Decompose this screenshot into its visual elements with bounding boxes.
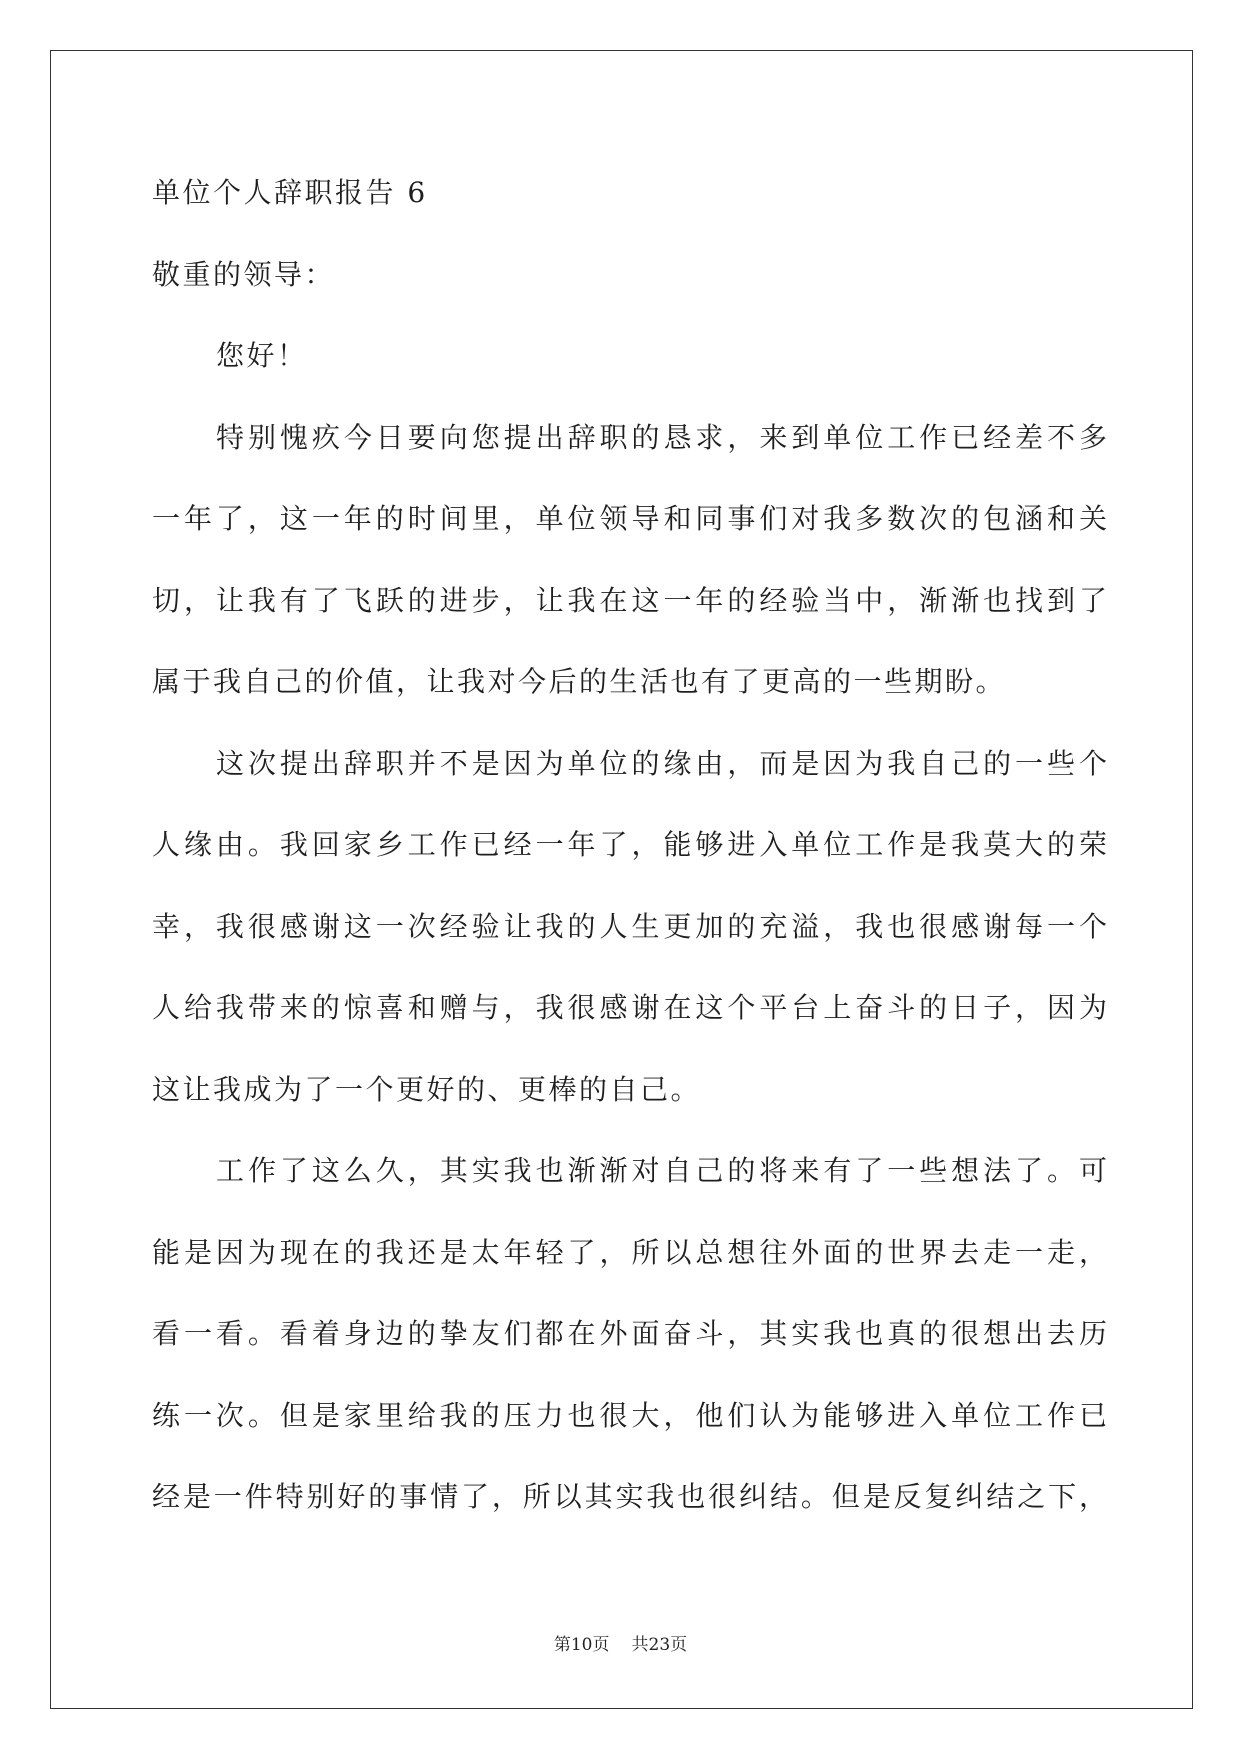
paragraph-line: 特别愧疚今日要向您提出辞职的恳求，来到单位工作已经差不多 xyxy=(216,420,1108,454)
paragraph-line: 人缘由。我回家乡工作已经一年了，能够进入单位工作是我莫大的荣 xyxy=(152,828,1108,861)
salutation: 敬重的领导： xyxy=(152,257,336,291)
paragraph-line: 这次提出辞职并不是因为单位的缘由，而是因为我自己的一些个 xyxy=(216,746,1108,780)
document-title: 单位个人辞职报告 6 xyxy=(152,176,428,209)
paragraph-line: 切，让我有了飞跃的进步，让我在这一年的经验当中，渐渐也找到了 xyxy=(152,583,1108,617)
paragraph-line: 幸，我很感谢这一次经验让我的人生更加的充溢，我也很感谢每一个 xyxy=(152,909,1108,943)
paragraph-line: 能是因为现在的我还是太年轻了，所以总想往外面的世界去走一走， xyxy=(152,1235,1108,1269)
page-total: 共23页 xyxy=(631,1635,688,1655)
page-number: 第10页 xyxy=(553,1635,610,1655)
paragraph-1 xyxy=(152,397,1108,723)
paragraph-line: 看一看。看着身边的挚友们都在外面奋斗，其实我也真的很想出去历 xyxy=(152,1317,1108,1350)
paragraph-line: 工作了这么久，其实我也渐渐对自己的将来有了一些想法了。可 xyxy=(216,1154,1108,1187)
paragraph-line: 经是一件特别好的事情了，所以其实我也很纠结。但是反复纠结之下， xyxy=(152,1480,1108,1513)
paragraph-line: 人给我带来的惊喜和赠与，我很感谢在这个平台上奋斗的日子，因为 xyxy=(152,991,1108,1024)
paragraph-line: 这让我成为了一个更好的、更棒的自己。 xyxy=(152,1072,702,1106)
document-body xyxy=(152,152,1108,1538)
paragraph-2 xyxy=(152,723,1108,1131)
paragraph-line: 属于我自己的价值，让我对今后的生活也有了更高的一些期盼。 xyxy=(152,665,1007,698)
page-footer xyxy=(0,1630,1241,1660)
paragraph-3 xyxy=(152,1130,1108,1538)
paragraph-line: 练一次。但是家里给我的压力也很大，他们认为能够进入单位工作已 xyxy=(152,1398,1108,1432)
greeting: 您好！ xyxy=(216,339,308,372)
paragraph-line: 一年了，这一年的时间里，单位领导和同事们对我多数次的包涵和关 xyxy=(152,502,1108,535)
